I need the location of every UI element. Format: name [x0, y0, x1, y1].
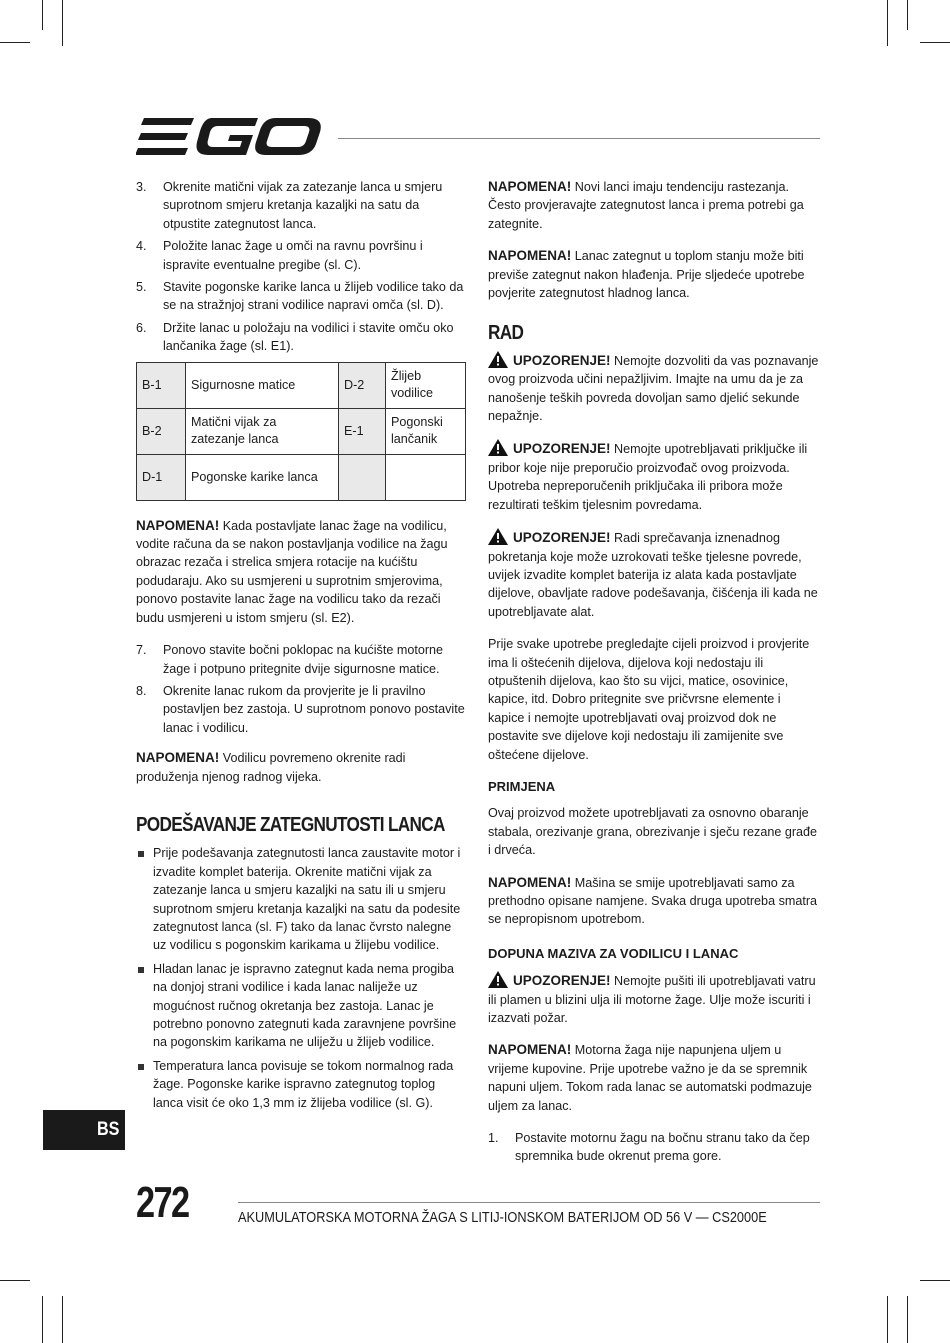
- warning-icon: [488, 351, 508, 368]
- bullet-icon: [138, 851, 144, 857]
- footer-rule: [238, 1202, 820, 1203]
- table-cell: [386, 454, 466, 500]
- crop-mark: [920, 1280, 950, 1281]
- list-item: 6. Držite lanac u položaju na vodilici i stavite omču oko lančanika žage (sl. E1).: [136, 320, 454, 354]
- crop-mark: [0, 42, 30, 43]
- warning-icon: [488, 439, 508, 456]
- subheading: PRIMJENA: [488, 778, 556, 794]
- crop-mark: [62, 0, 63, 46]
- section-title: PODEŠAVANJE ZATEGNUTOSTI LANCA: [136, 813, 445, 836]
- table-cell: Sigurnosne matice: [186, 362, 339, 408]
- crop-mark: [42, 1296, 43, 1343]
- left-column: [136, 178, 468, 1120]
- list-item: 5. Stavite pogonske karike lanca u žlijeb vodilice tako da se na stražnjoj strani vodilice napravi omča (sl. D).: [136, 280, 464, 313]
- table-cell: D-1: [137, 454, 186, 500]
- list-item: Hladan lanac je ispravno zategnut kada nema progiba na donjoj strani vodilice i kada lanac naliježe uz mogućnost ručnog okretanja bez zastoja. Lanac je potrebno ponovno zategnuti kada zaravnjene površine na pogonskim karikama ne uliježu u žlijeb vodilice.: [136, 960, 468, 1052]
- page-number: 272: [136, 1178, 189, 1227]
- warning-icon: [488, 528, 508, 545]
- list-item: 7. Ponovo stavite bočni poklopac na kućište motorne žage i potpuno pritegnite dvije sigurnosne matice.: [136, 643, 444, 676]
- table-cell: Pogonske karike lanca: [186, 454, 339, 500]
- header-rule: [338, 138, 820, 139]
- table-row: [137, 362, 466, 408]
- note-paragraph: NAPOMENA! Lanac zategnut u toplom stanju može biti previše zategnut nakon hlađenja. Prije sljedeće upotrebe povjerite zategnutost hladnog lanca.: [488, 248, 805, 301]
- table-cell: B-1: [137, 362, 186, 408]
- table-row: [137, 408, 466, 454]
- body-paragraph: Prije svake upotrebe pregledajte cijeli proizvod i provjerite ima li oštećenih dijelova, dijelova koji nedostaju ili otpuštenih dijelova, kao što su vijci, matice, osovinice, kapice, itd. Dobro pritegnite sve pričvrsne elemente i kapice i nemojte upotrebljavati ovaj proizvod dok ne postavite sve dijelove koji nedostaju ili zamijenite sve oštećene dijelove.: [488, 637, 810, 762]
- crop-mark: [887, 0, 888, 46]
- crop-mark: [920, 42, 950, 43]
- steps-list-b: [136, 641, 468, 737]
- table-row: [137, 454, 466, 500]
- note-paragraph: NAPOMENA! Vodilicu povremeno okrenite radi produženja njenog radnog vijeka.: [136, 750, 406, 784]
- parts-table: [136, 362, 466, 501]
- section-title: RAD: [488, 322, 524, 345]
- crop-mark: [42, 0, 43, 30]
- warning-paragraph: UPOZORENJE! Nemojte pušiti ili upotrebljavati vatru ili plamen u blizini ulja ili motorne žage. Ulje može iscuriti i izazvati požar.: [488, 973, 816, 1026]
- list-item: Temperatura lanca povisuje se tokom normalnog rada žage. Pogonske karike ispravno zategnutog toplog lanca visit će oko 1,3 mm iz žlijeba vodilice (sl. G).: [136, 1057, 468, 1112]
- note-paragraph: NAPOMENA! Novi lanci imaju tendenciju rastezanja. Često provjeravajte zategnutost lanca i prema potrebi ga zategnite.: [488, 179, 804, 231]
- warning-paragraph: UPOZORENJE! Nemojte upotrebljavati priključke ili pribor koje nije preporučio proizvođač ovog proizvoda. Upotreba nepreporučenih priključaka ili pribora može rezultirati teškim tjelesnim povredama.: [488, 441, 808, 512]
- table-cell: E-1: [339, 408, 386, 454]
- crop-mark: [887, 1296, 888, 1343]
- table-cell: Matični vijak za zatezanje lanca: [186, 408, 339, 454]
- crop-mark: [907, 1296, 908, 1343]
- warning-paragraph: UPOZORENJE! Nemojte dozvoliti da vas poznavanje ovog proizvoda učini nepažljivim. Imajte na umu da je za nanošenje teških povreda dovoljan samo djelić sekunde nepažnje.: [488, 352, 819, 424]
- language-tab: [43, 1110, 125, 1150]
- table-cell: Pogonski lančanik: [386, 408, 466, 454]
- crop-mark: [62, 1296, 63, 1343]
- list-item: 1. Postavite motornu žagu na bočnu stranu tako da čep spremnika bude okrenut prema gore.: [488, 1131, 810, 1164]
- list-item: Prije podešavanja zategnutosti lanca zaustavite motor i izvadite komplet baterija. Okrenite matični vijak za zatezanje lanca u smjeru kazaljki na satu ili u smjeru suprotnom smjeru kretanja kazaljki na satu da podesite zategnutost lanca (sl. F) tako da lanac čvrsto nalegne uz vodilicu s pogonskim karikama u žlijebu vodilice.: [136, 844, 468, 954]
- crop-mark: [0, 1280, 30, 1281]
- language-tab-label: BS: [96, 1119, 119, 1140]
- note-paragraph: NAPOMENA! Kada postavljate lanac žage na vodilicu, vodite računa da se nakon postavljanja vodilice na žagu obrazac rezača i strelica smjera rotacije na kućištu podudaraju. Ako su usmjereni u suprotnim smjerovima, ponovo postavite lanac žage na vodilicu tako da rezači budu usmjereni u istom smjeru (sl. E2).: [136, 517, 448, 625]
- note-paragraph: NAPOMENA! Mašina se smije upotrebljavati samo za prethodno opisane namjene. Svaka druga upotreba smatra se nepropisnom upotrebom.: [488, 874, 818, 927]
- warning-paragraph: UPOZORENJE! Radi sprečavanja iznenadnog pokretanja koje može uzrokovati teške tjelesne povrede, uvijek izvadite komplet baterija iz alata kada postavljate dijelove, obavljate radove podešavanja, čišćenja ili kada ne upotrebljavate alat.: [488, 530, 818, 619]
- list-item: 3. Okrenite matični vijak za zatezanje lanca u smjeru suprotnom smjeru kretanja kazaljki na satu da otpustite zategnutost lanca.: [136, 180, 443, 231]
- table-cell: D-2: [339, 362, 386, 408]
- crop-mark: [907, 0, 908, 30]
- table-cell: [339, 454, 386, 500]
- ego-logo: [136, 116, 322, 158]
- bullet-icon: [138, 967, 144, 973]
- right-column: [488, 178, 820, 1170]
- product-title: AKUMULATORSKA MOTORNA ŽAGA S LITIJ-IONSKOM BATERIJOM OD 56 V — CS2000E: [238, 1210, 767, 1226]
- note-paragraph: NAPOMENA! Motorna žaga nije napunjena uljem u vrijeme kupovine. Prije upotrebe važno je da se spremnik napuni uljem. Tokom rada lanac se automatski podmazuje uljem za lanac.: [488, 1042, 812, 1113]
- steps-list-a: [136, 178, 468, 356]
- warning-icon: [488, 971, 508, 988]
- list-item: 4. Položite lanac žage u omči na ravnu površinu i ispravite eventualne pregibe (sl. C).: [136, 239, 423, 272]
- bullet-list: [136, 844, 468, 1112]
- table-cell: B-2: [137, 408, 186, 454]
- steps-list-c: [488, 1129, 820, 1166]
- table-cell: Žlijeb vodilice: [386, 362, 466, 408]
- bullet-icon: [138, 1064, 144, 1070]
- list-item: 8. Okrenite lanac rukom da provjerite je li pravilno postavljen bez zastoja. U suprotnom ponovo postavite lanac i vodilicu.: [136, 683, 465, 735]
- subheading: DOPUNA MAZIVA ZA VODILICU I LANAC: [488, 945, 739, 961]
- body-paragraph: Ovaj proizvod možete upotrebljavati za osnovno obaranje stabala, orezivanje grana, obrezivanje i sječu rezane građe i drveća.: [488, 806, 818, 858]
